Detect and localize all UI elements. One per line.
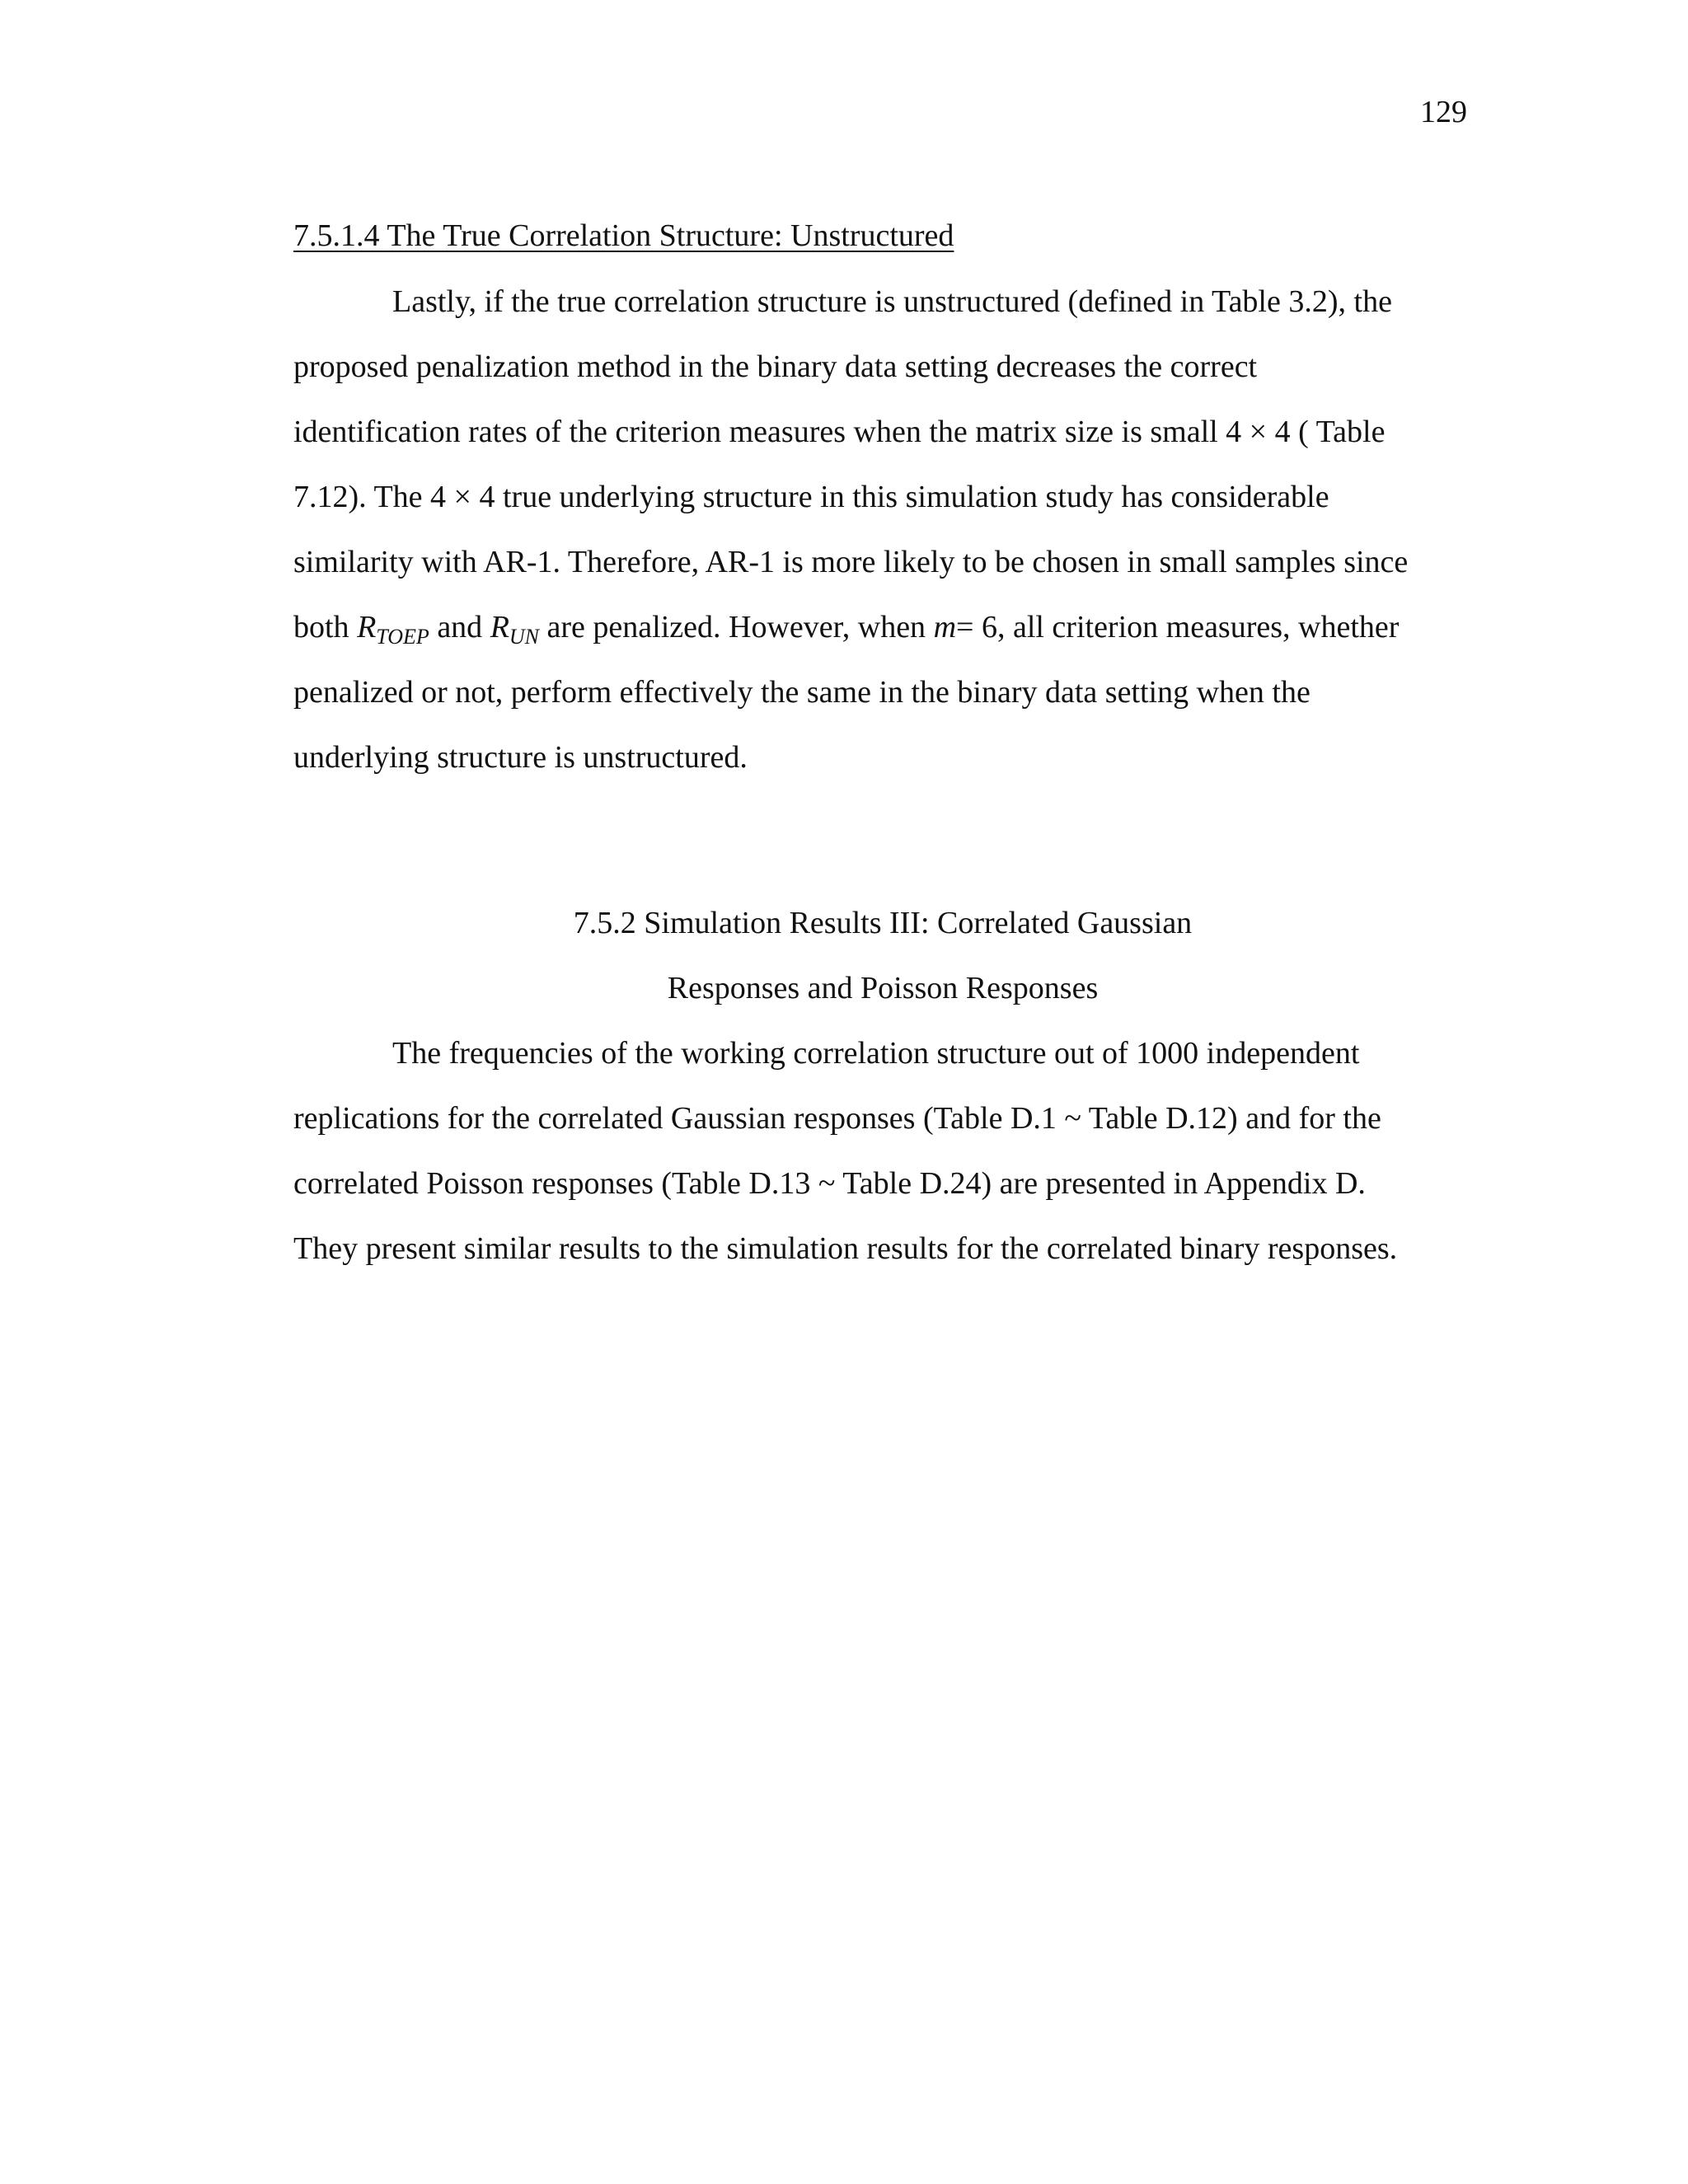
math-r-un: [490, 610, 540, 649]
math-m: m: [933, 610, 957, 644]
paragraph-line: Lastly, if the true correlation structure is unstructured (defined in Table 3.2), the: [392, 284, 1392, 319]
paragraph-line-with-math: [293, 595, 1472, 660]
subsection-heading: 7.5.1.4 The True Correlation Structure: Unstructured: [293, 218, 954, 253]
paragraph-line: proposed penalization method in the binary data setting decreases the correct: [293, 349, 1258, 384]
paragraph-line: 7.12). The 4 × 4 true underlying structure in this simulation study has considerable: [293, 480, 1329, 514]
paragraph-line: replications for the correlated Gaussian responses (Table D.1 ~ Table D.12) and for the: [293, 1101, 1381, 1136]
paragraph-line: identification rates of the criterion measures when the matrix size is small 4 × 4 ( Table: [293, 415, 1386, 449]
paragraph-line: similarity with AR-1. Therefore, AR-1 is more likely to be chosen in small samples since: [293, 545, 1409, 579]
page-number: 129: [1420, 95, 1467, 129]
math-symbol: R: [490, 610, 509, 644]
section-heading-line: 7.5.2 Simulation Results III: Correlated Gaussian: [573, 906, 1193, 940]
text-fragment: are penalized. However, when: [539, 610, 934, 644]
section-heading-line: Responses and Poisson Responses: [667, 971, 1099, 1005]
text-fragment: = 6, all criterion measures, whether: [956, 610, 1400, 644]
paragraph-line: correlated Poisson responses (Table D.13 ~ Table D.24) are presented in Appendix D.: [293, 1166, 1366, 1201]
text-fragment: both: [293, 610, 358, 644]
paragraph-unstructured: [293, 269, 1472, 790]
paragraph-gaussian-poisson: [293, 1021, 1472, 1282]
text-fragment: and: [429, 610, 490, 644]
paragraph-line: The frequencies of the working correlation structure out of 1000 independent: [392, 1036, 1360, 1071]
paragraph-line: underlying structure is unstructured.: [293, 740, 748, 775]
paragraph-line: penalized or not, perform effectively the same in the binary data setting when the: [293, 675, 1311, 710]
math-subscript: TOEP: [376, 625, 429, 649]
math-symbol: R: [357, 610, 377, 644]
section-heading: [293, 891, 1472, 1021]
math-subscript: UN: [509, 625, 540, 649]
math-r-toep: [357, 610, 429, 649]
paragraph-line: They present similar results to the simulation results for the correlated binary responses.: [293, 1231, 1398, 1266]
